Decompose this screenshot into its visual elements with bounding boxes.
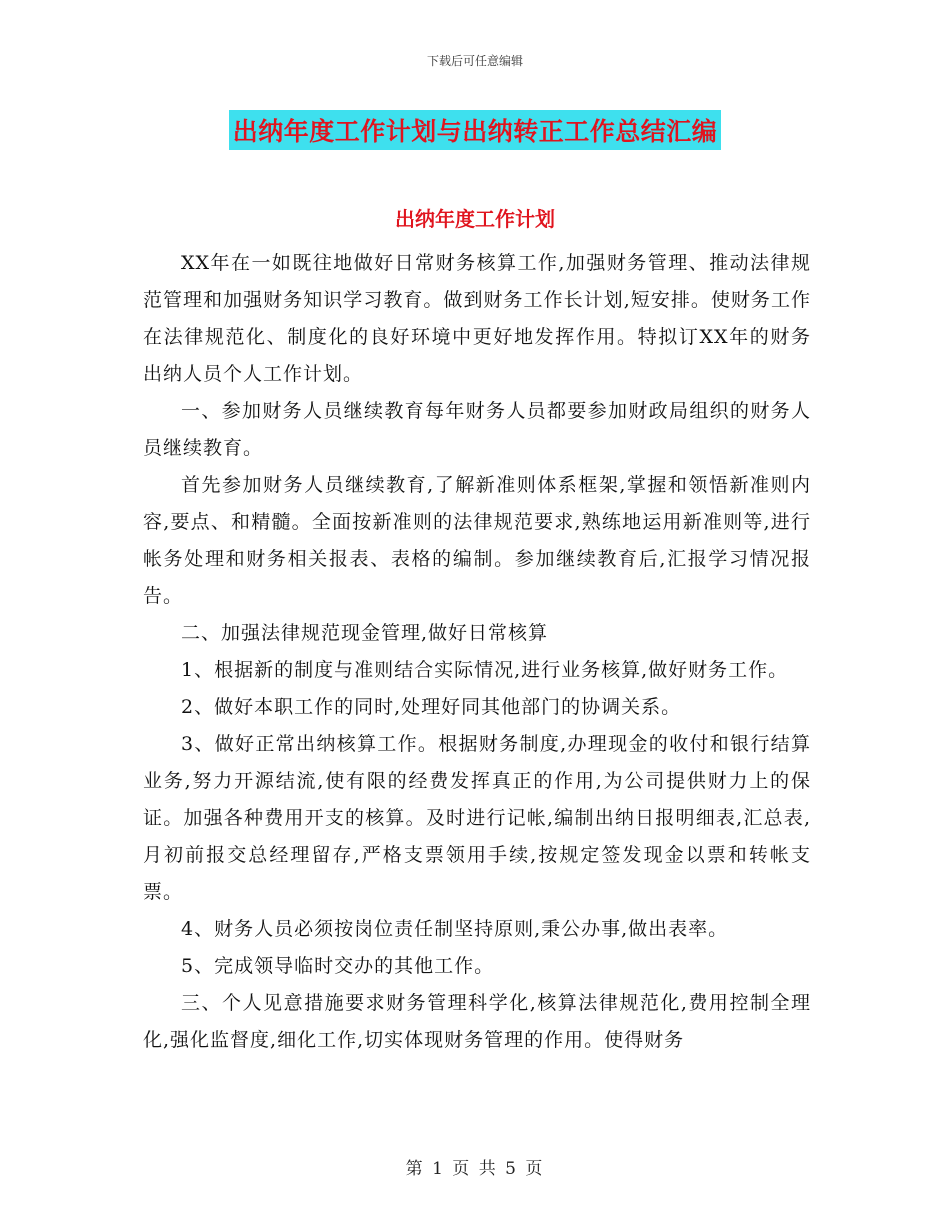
- document-title: 出纳年度工作计划与出纳转正工作总结汇编: [229, 110, 722, 150]
- paragraph: 首先参加财务人员继续教育,了解新准则体系框架,掌握和领悟新准则内容,要点、和精髓。全面按新准则的法律规范要求,熟练地运用新准则等,进行帐务处理和财务相关报表、表格的编制。参加继续教育后,汇报学习情况报告。: [143, 474, 811, 607]
- paragraph: 2、做好本职工作的同时,处理好同其他部门的协调关系。: [181, 696, 682, 718]
- paragraph: 5、完成领导临时交办的其他工作。: [181, 955, 495, 977]
- header-note: 下载后可任意编辑: [426, 54, 523, 68]
- paragraph: 二、加强法律规范现金管理,做好日常核算: [181, 622, 549, 644]
- paragraph: 1、根据新的制度与准则结合实际情况,进行业务核算,做好财务工作。: [181, 659, 789, 681]
- paragraph: 一、参加财务人员继续教育每年财务人员都要参加财政局组织的财务人员继续教育。: [143, 400, 811, 459]
- paragraph: 4、财务人员必须按岗位责任制坚持原则,秉公办事,做出表率。: [181, 918, 729, 940]
- page-footer: 第 1 页 共 5 页: [405, 1159, 545, 1179]
- paragraph: XX年在一如既往地做好日常财务核算工作,加强财务管理、推动法律规范管理和加强财务知识学习教育。做到财务工作长计划,短安排。使财务工作在法律规范化、制度化的良好环境中更好地发挥作用。特拟订XX年的财务出纳人员个人工作计划。: [143, 252, 811, 385]
- paragraph: 三、个人见意措施要求财务管理科学化,核算法律规范化,费用控制全理化,强化监督度,细化工作,切实体现财务管理的作用。使得财务: [143, 992, 811, 1051]
- paragraph: 3、做好正常出纳核算工作。根据财务制度,办理现金的收付和银行结算业务,努力开源结流,使有限的经费发挥真正的作用,为公司提供财力上的保证。加强各种费用开支的核算。及时进行记帐,编制出纳日报明细表,汇总表,月初前报交总经理留存,严格支票领用手续,按规定签发现金以票和转帐支票。: [143, 733, 811, 903]
- section-title: 出纳年度工作计划: [395, 207, 555, 231]
- document-body: [143, 245, 811, 1059]
- document-title-wrap: [0, 110, 950, 150]
